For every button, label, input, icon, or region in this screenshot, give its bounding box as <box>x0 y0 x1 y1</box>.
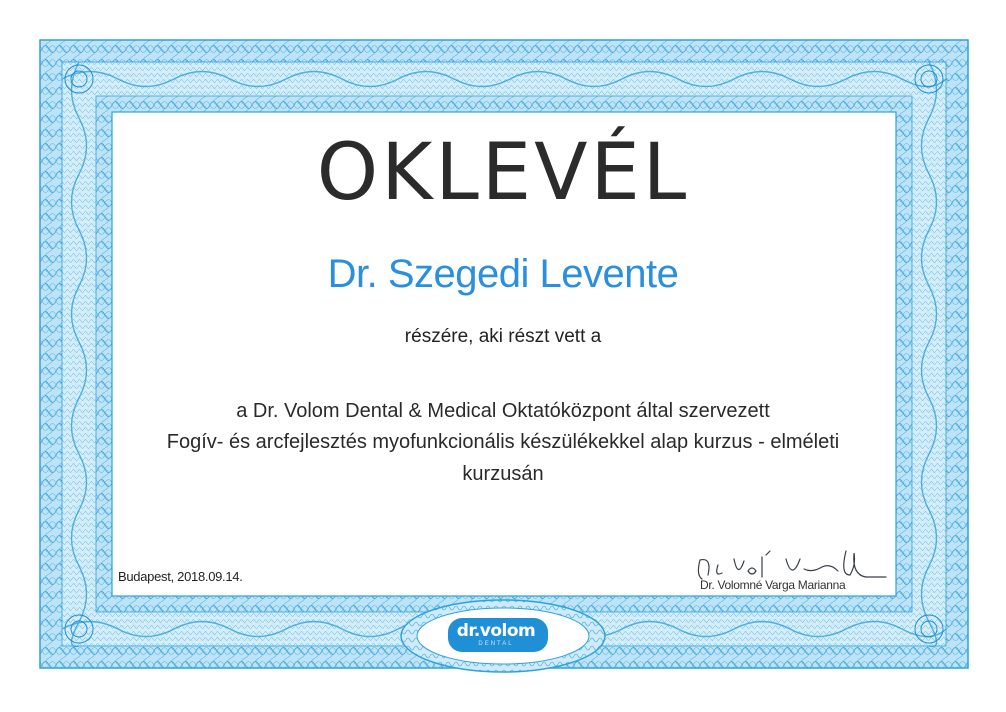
logo-name: dr.volom <box>456 621 536 641</box>
course-line-1: a Dr. Volom Dental & Medical Oktatóközpont által szervezett <box>236 400 770 422</box>
course-line-2: Fogív- és arcfejlesztés myofunkcionális készülékekkel alap kurzus - elméleti <box>166 431 840 453</box>
course-line-3: kurzusán <box>462 463 544 485</box>
certificate-title: OKLEVÉL <box>316 128 690 218</box>
logo-subtitle: DENTAL <box>478 641 514 647</box>
place-date: Budapest, 2018.09.14. <box>118 569 243 584</box>
recipient-name: Dr. Szegedi Levente <box>327 252 679 296</box>
for-line: részére, aki részt vett a <box>404 326 602 347</box>
signer-name: Dr. Volomné Varga Marianna <box>700 578 846 592</box>
